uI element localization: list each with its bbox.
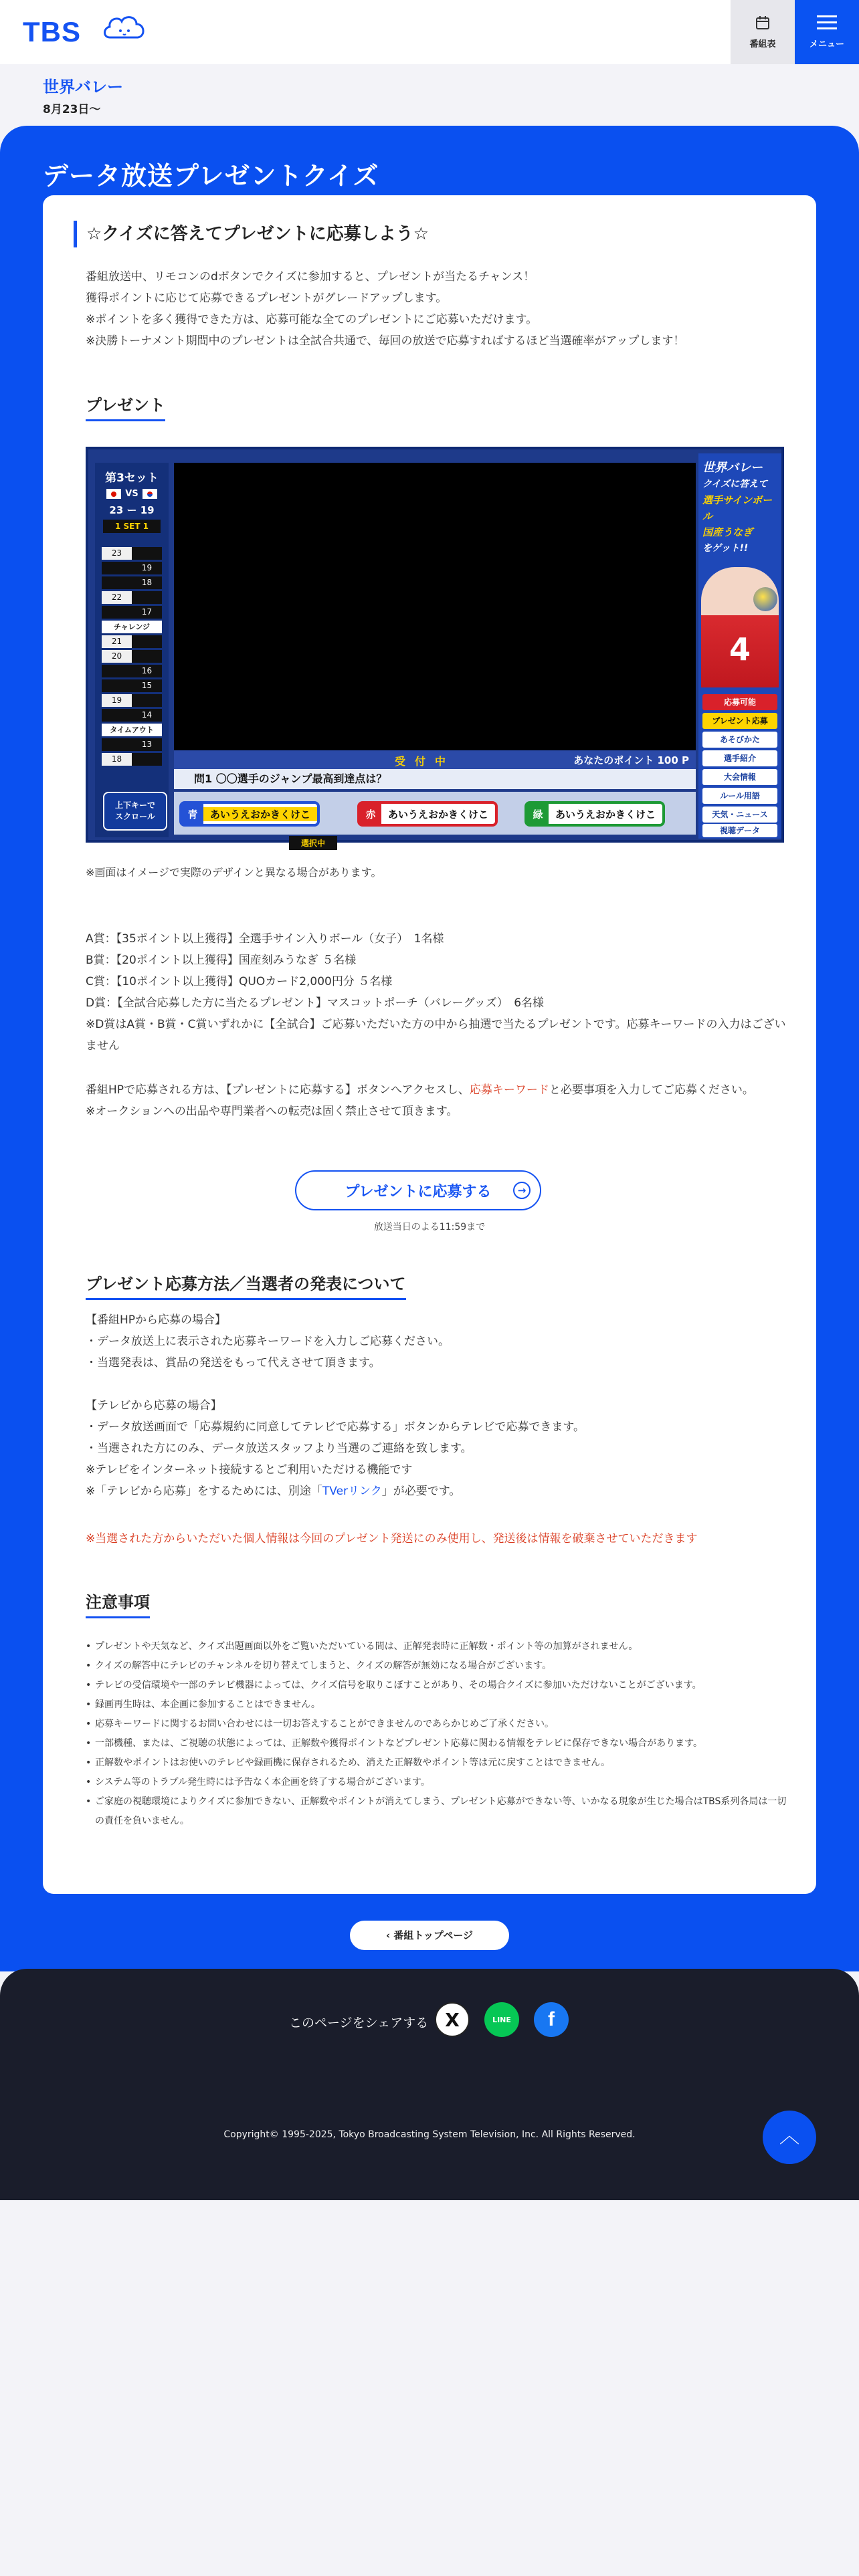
home-point xyxy=(102,738,132,751)
point-row xyxy=(102,665,162,677)
apply-hp-item: ・当選発表は、賞品の発送をもって代えさせて頂きます。 xyxy=(86,1356,381,1370)
answer-text: あいうえおかきくけこ xyxy=(555,808,656,821)
site-header xyxy=(0,0,859,64)
caution-item: • 録画再生時は、本企画に参加することはできません。 xyxy=(86,1695,788,1715)
answer-key: 緑 xyxy=(527,804,549,824)
page-title: データ放送プレゼントクイズ xyxy=(43,161,379,191)
away-point: 17 xyxy=(132,606,162,619)
howto-text-a: 番組HPで応募される方は、【プレゼントに応募する】ボタンへアクセスし、 xyxy=(86,1083,470,1097)
apply-tv-item: ・データ放送画面で「応募規約に同意してテレビで応募する」ボタンからテレビで応募できます。 xyxy=(86,1420,585,1434)
player-image xyxy=(701,567,779,687)
away-point: 16 xyxy=(132,665,162,677)
set-score: 23 ー 19 xyxy=(109,504,155,516)
event-tag: タイムアウト xyxy=(102,724,162,736)
program-guide-button[interactable] xyxy=(731,0,795,64)
promo-line: をゲット!! xyxy=(702,543,749,554)
points-label: あなたのポイント 100 P xyxy=(573,754,689,766)
selecting-badge: 選択中 xyxy=(289,836,337,850)
apply-tv-item: ※テレビをインターネット接続するとご利用いただける機能です xyxy=(86,1463,413,1477)
point-row xyxy=(102,650,162,663)
answer-text: あいうえおかきくけこ xyxy=(203,807,317,821)
away-point xyxy=(132,547,162,560)
card-heading: ☆クイズに答えてプレゼントに応募しよう☆ xyxy=(74,221,429,247)
apply-heading: プレゼント応募方法／当選者の発表について xyxy=(86,1271,406,1300)
home-point xyxy=(102,606,132,619)
prize-note: ※D賞はA賞・B賞・C賞いずれかに【全試合】ご応募いただいた方の中から抽選で当たるプレゼントです。応募キーワードの入力はございません xyxy=(86,1018,786,1053)
apply-tv-title: 【テレビから応募の場合】 xyxy=(86,1399,222,1412)
point-row xyxy=(102,738,162,751)
prize-item: D賞：【全試合応募した方に当たるプレゼント】マスコットポーチ（バレーグッズ） 6名様 xyxy=(86,996,545,1010)
caution-heading: 注意事項 xyxy=(86,1589,150,1618)
chevron-up-icon: ︿ xyxy=(779,2125,799,2148)
answer-row xyxy=(174,792,696,835)
hamburger-icon xyxy=(817,15,837,30)
apply-present-button[interactable] xyxy=(295,1170,541,1210)
home-point: 20 xyxy=(102,650,132,663)
answer-red xyxy=(357,801,498,827)
accept-label: 受付中 xyxy=(395,755,456,768)
promo-menu-item: あそびかた xyxy=(702,732,777,748)
away-point: 13 xyxy=(132,738,162,751)
prize-item: B賞：【20ポイント以上獲得】国産刻みうなぎ ５名様 xyxy=(86,954,357,967)
vs-label: VS xyxy=(125,489,138,499)
answer-key: 赤 xyxy=(360,804,381,824)
scroll-to-top-button[interactable] xyxy=(763,2111,816,2164)
scroll-hint xyxy=(103,792,167,831)
intro-line: 獲得ポイントに応じて応募できるプレゼントがグレードアップします。 xyxy=(86,292,448,305)
away-point xyxy=(132,635,162,648)
caution-item: • クイズの解答中にテレビのチャンネルを切り替えてしまうと、クイズの解答が無効になる場合がございます。 xyxy=(86,1656,788,1676)
tbs-logo[interactable]: TBS xyxy=(23,16,81,47)
home-point xyxy=(102,679,132,692)
set-count-badge: 1 SET 1 xyxy=(103,520,161,533)
caution-item: • 正解数やポイントはお使いのテレビや録画機に保存されるため、消えた正解数やポイント等は元に戻すことはできません。 xyxy=(86,1753,788,1773)
apply-present-label: プレゼントに応募する xyxy=(345,1183,492,1200)
caution-list xyxy=(86,1637,788,1831)
away-point xyxy=(132,753,162,766)
tv-video-area xyxy=(174,463,696,762)
answer-green xyxy=(524,801,665,827)
prize-list xyxy=(86,928,788,1057)
data-broadcast-screen-image xyxy=(86,447,784,848)
promo-menu-item: 大会情報 xyxy=(702,769,777,785)
line-share-icon[interactable]: LINE xyxy=(484,2002,519,2037)
answer-blue xyxy=(179,801,320,827)
volleyball-icon xyxy=(753,587,777,611)
apply-hp-title: 【番組HPから応募の場合】 xyxy=(86,1313,227,1327)
spacer xyxy=(86,1374,788,1395)
facebook-share-icon[interactable]: f xyxy=(534,2002,569,2037)
intro-line: ※決勝トーナメント期間中のプレゼントは全試合共通で、毎回の放送で応募すればするほど当選確率がアップします！ xyxy=(86,334,685,348)
share-label: このページをシェアする xyxy=(289,2016,429,2030)
caution-item: • ご家庭の視聴環境によりクイズに参加できない、正解数やポイントが消えてしまう、プレゼント応募ができない等、いかなる現象が生じた場合はTBS系列各局は一切の責任を負いません。 xyxy=(86,1792,788,1831)
point-history xyxy=(102,547,162,768)
caution-item: • テレビの受信環境や一部のテレビ機器によっては、クイズ信号を取りこぼすことがあり、その場合クイズに参加いただけないことがございます。 xyxy=(86,1676,788,1695)
promo-menu-item: ルール用語 xyxy=(702,788,777,804)
point-row xyxy=(102,576,162,589)
calendar-icon xyxy=(755,15,770,30)
away-point: 18 xyxy=(132,576,162,589)
menu-button[interactable] xyxy=(795,0,859,64)
tver-link[interactable]: TVerリンク xyxy=(322,1485,382,1498)
apply-instructions xyxy=(86,1309,788,1502)
intro-text xyxy=(86,266,788,352)
point-row xyxy=(102,547,162,560)
deadline-note: 放送当日のよる11:59まで xyxy=(373,1222,486,1232)
point-row xyxy=(102,753,162,766)
set-label: 第3セット xyxy=(105,471,159,485)
home-point: 22 xyxy=(102,591,132,604)
site-footer xyxy=(0,1969,859,2200)
point-row xyxy=(102,694,162,707)
howto-text xyxy=(86,1079,788,1122)
promo-menu-item: 選手紹介 xyxy=(702,750,777,766)
program-title[interactable]: 世界バレー xyxy=(43,78,123,96)
point-row xyxy=(102,621,162,633)
point-row xyxy=(102,562,162,574)
point-row xyxy=(102,635,162,648)
apply-hp-item: ・データ放送上に表示された応募キーワードを入力しご応募ください。 xyxy=(86,1335,450,1348)
promo-line: クイズに答えて xyxy=(702,479,768,490)
home-point xyxy=(102,576,132,589)
home-point: 18 xyxy=(102,753,132,766)
away-point: 19 xyxy=(132,562,162,574)
caution-item: • プレゼントや天気など、クイズ出題画面以外をご覧いただいている間は、正解発表時に正解数・ポイント等の加算がされません。 xyxy=(86,1637,788,1656)
caution-item: • システム等のトラブル発生時には予告なく本企画を終了する場合がございます。 xyxy=(86,1773,788,1792)
away-point xyxy=(132,591,162,604)
mascot-cloud-icon xyxy=(100,11,149,49)
promo-menu-item: 天気・ニュース xyxy=(702,807,777,823)
away-point xyxy=(132,694,162,707)
promo-panel xyxy=(698,453,781,839)
player-number: 4 xyxy=(729,631,751,667)
promo-text xyxy=(702,460,777,556)
away-point xyxy=(132,650,162,663)
promo-title: 世界バレー xyxy=(702,461,763,475)
point-row xyxy=(102,606,162,619)
home-point xyxy=(102,562,132,574)
howto-note: ※オークションへの出品や専門業者への転売は固く禁止させて頂きます。 xyxy=(86,1105,458,1118)
apply-tv-item: ・当選された方にのみ、データ放送スタッフより当選のご連絡を致します。 xyxy=(86,1442,472,1455)
howto-line xyxy=(86,1079,788,1101)
back-to-program-top-button[interactable]: ‹ 番組トップページ xyxy=(350,1921,509,1950)
promo-menu-item: プレゼント応募 xyxy=(702,713,777,729)
x-share-icon[interactable]: X xyxy=(435,2002,470,2037)
quiz-question: 問1 〇〇選手のジャンプ最高到達点は？ xyxy=(174,769,696,789)
point-row xyxy=(102,591,162,604)
prize-item: C賞：【10ポイント以上獲得】QUOカード2,000円分 ５名様 xyxy=(86,975,393,988)
promo-line: 選手サインボール xyxy=(702,494,772,522)
quiz-status-bar xyxy=(174,750,696,769)
team-flags xyxy=(95,489,169,499)
tver-text-b: 」が必要です。 xyxy=(381,1485,461,1498)
home-point: 23 xyxy=(102,547,132,560)
promo-menu-item: 応募可能 xyxy=(702,694,777,710)
tver-line xyxy=(86,1481,788,1502)
program-guide-label: 番組表 xyxy=(749,39,776,49)
tver-text-a: ※「テレビから応募」をするためには、別途「 xyxy=(86,1485,322,1498)
answer-key: 青 xyxy=(182,804,203,824)
promo-line: 国産うなぎ xyxy=(702,526,753,538)
caution-item: • 一部機種、または、ご視聴の状態によっては、正解数や獲得ポイントなどプレゼント応募に関わる情報をテレビに保存できない場合があります。 xyxy=(86,1734,788,1753)
away-point: 15 xyxy=(132,679,162,692)
japan-flag-icon xyxy=(106,489,121,499)
event-tag: チャレンジ xyxy=(102,621,162,633)
present-heading: プレゼント xyxy=(86,392,165,421)
home-point: 19 xyxy=(102,694,132,707)
privacy-notice: ※当選された方からいただいた個人情報は今回のプレゼント発送にのみ使用し、発送後は情報を破棄させていただきます xyxy=(86,1532,698,1545)
keyword-highlight: 応募キーワード xyxy=(469,1083,549,1097)
prize-item: A賞：【35ポイント以上獲得】全選手サイン入りボール（女子） 1名様 xyxy=(86,932,444,946)
menu-label: メニュー xyxy=(809,39,844,49)
home-point xyxy=(102,709,132,722)
home-point: 21 xyxy=(102,635,132,648)
copyright: Copyright© 1995-2025, Tokyo Broadcasting System Television, Inc. All Rights Reserved. xyxy=(223,2129,636,2140)
korea-flag-icon xyxy=(142,489,157,499)
arrow-right-icon: → xyxy=(513,1182,531,1199)
program-info xyxy=(43,74,123,116)
score-panel xyxy=(95,463,169,837)
answer-text: あいうえおかきくけこ xyxy=(388,808,489,821)
howto-text-b: と必要事項を入力してご応募ください。 xyxy=(549,1083,754,1097)
point-row xyxy=(102,679,162,692)
scroll-hint-text: 上下キーで スクロール xyxy=(114,800,155,821)
image-note: ※画面はイメージで実際のデザインと異なる場合があります。 xyxy=(86,866,382,879)
point-row xyxy=(102,724,162,736)
intro-line: ※ポイントを多く獲得できた方は、応募可能な全てのプレゼントにご応募いただけます。 xyxy=(86,313,538,326)
away-point: 14 xyxy=(132,709,162,722)
intro-line: 番組放送中、リモコンのdボタンでクイズに参加すると、プレゼントが当たるチャンス！ xyxy=(86,270,535,284)
home-point xyxy=(102,665,132,677)
promo-menu-item: 視聴データ xyxy=(702,824,777,837)
point-row xyxy=(102,709,162,722)
program-date: 8月23日〜 xyxy=(43,103,101,116)
caution-item: • 応募キーワードに関するお問い合わせには一切お答えすることができませんのであらかじめご了承ください。 xyxy=(86,1715,788,1734)
